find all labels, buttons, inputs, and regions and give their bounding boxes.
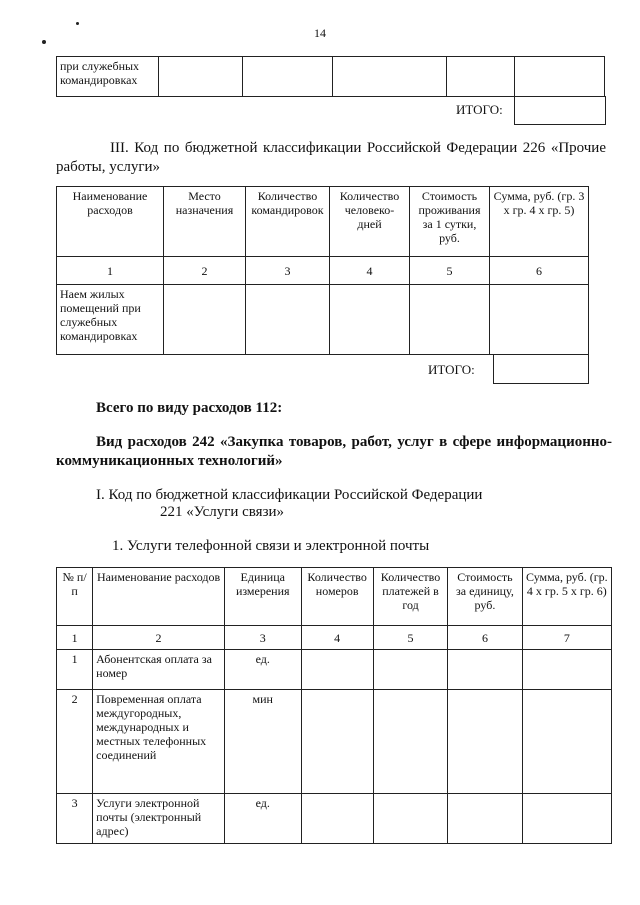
table-cell xyxy=(522,650,611,690)
table-cell xyxy=(448,690,522,794)
subsection-heading: 1. Услуги телефонной связи и электронной почты xyxy=(112,538,430,554)
column-number: 4 xyxy=(330,257,410,285)
table-cell xyxy=(490,285,589,355)
itogo-label: ИТОГО: xyxy=(456,102,503,117)
column-header: Наименование расходов xyxy=(93,568,225,626)
table-cell xyxy=(522,794,611,844)
table-cell xyxy=(301,650,373,690)
column-header: Количество номеров xyxy=(301,568,373,626)
column-header: Стоимость проживания за 1 сутки, руб. xyxy=(410,187,490,257)
table-cell: Наем жилых помещений при служебных командировках xyxy=(57,285,164,355)
column-number: 3 xyxy=(246,257,330,285)
row-number: 3 xyxy=(57,794,93,844)
column-header: Стоимость за единицу, руб. xyxy=(448,568,522,626)
expense-name: Повременная оплата междугородных, международных и местных телефонных соединений xyxy=(93,690,225,794)
row-number: 1 xyxy=(57,650,93,690)
table-cell xyxy=(373,690,447,794)
table-cell xyxy=(243,57,333,97)
column-number: 1 xyxy=(57,626,93,650)
table-cell xyxy=(410,285,490,355)
column-header: Место назначения xyxy=(164,187,246,257)
table-cell xyxy=(330,285,410,355)
section-heading-code: 221 «Услуги связи» xyxy=(160,504,285,520)
unit: ед. xyxy=(224,794,301,844)
column-header: № п/п xyxy=(57,568,93,626)
table-telephone-services xyxy=(56,567,612,844)
column-number: 3 xyxy=(224,626,301,650)
table-cell xyxy=(301,690,373,794)
page-number: 14 xyxy=(314,26,326,40)
itogo-box xyxy=(514,96,606,125)
column-header: Количество командировок xyxy=(246,187,330,257)
table-row xyxy=(57,650,612,690)
table-cell xyxy=(515,57,605,97)
column-number: 4 xyxy=(301,626,373,650)
table-row xyxy=(57,794,612,844)
expense-name: Абонентская оплата за номер xyxy=(93,650,225,690)
unit: мин xyxy=(224,690,301,794)
table-cell xyxy=(373,650,447,690)
total-line: Всего по виду расходов 112: xyxy=(96,400,283,416)
column-header: Единица измерения xyxy=(224,568,301,626)
table-cell xyxy=(301,794,373,844)
table-cell xyxy=(447,57,515,97)
column-number: 6 xyxy=(490,257,589,285)
table-cell xyxy=(448,650,522,690)
table-cell xyxy=(448,794,522,844)
section-heading: I. Код по бюджетной классификации Российской Федерации xyxy=(96,487,483,503)
table-cell xyxy=(164,285,246,355)
column-number: 1 xyxy=(57,257,164,285)
column-header: Количество платежей в год xyxy=(373,568,447,626)
column-number: 2 xyxy=(164,257,246,285)
scan-speck xyxy=(76,22,79,25)
section-heading: III. Код по бюджетной классификации Российской Федерации 226 «Прочие работы, услуги» xyxy=(56,140,606,175)
column-number: 5 xyxy=(410,257,490,285)
column-header: Наименование расходов xyxy=(57,187,164,257)
unit: ед. xyxy=(224,650,301,690)
column-number: 2 xyxy=(93,626,225,650)
table-cell: при служебных командировках xyxy=(57,57,159,97)
table-cell xyxy=(333,57,447,97)
expense-type-heading: Вид расходов 242 «Закупка товаров, работ, услуг в сфере информационно-коммуникационных технологий» xyxy=(56,434,612,469)
column-number: 6 xyxy=(448,626,522,650)
table-cell xyxy=(159,57,243,97)
table-cell xyxy=(522,690,611,794)
column-number: 5 xyxy=(373,626,447,650)
table-continuation xyxy=(56,56,605,97)
column-header: Сумма, руб. (гр. 3 х гр. 4 х гр. 5) xyxy=(490,187,589,257)
table-cell xyxy=(373,794,447,844)
column-header: Количество человеко-дней xyxy=(330,187,410,257)
itogo-label: ИТОГО: xyxy=(428,362,475,377)
column-header: Сумма, руб. (гр. 4 х гр. 5 х гр. 6) xyxy=(522,568,611,626)
row-number: 2 xyxy=(57,690,93,794)
column-number: 7 xyxy=(522,626,611,650)
table-row xyxy=(57,690,612,794)
itogo-box xyxy=(493,355,589,384)
table-cell xyxy=(246,285,330,355)
expense-name: Услуги электронной почты (электронный адрес) xyxy=(93,794,225,844)
table-section3 xyxy=(56,186,589,355)
